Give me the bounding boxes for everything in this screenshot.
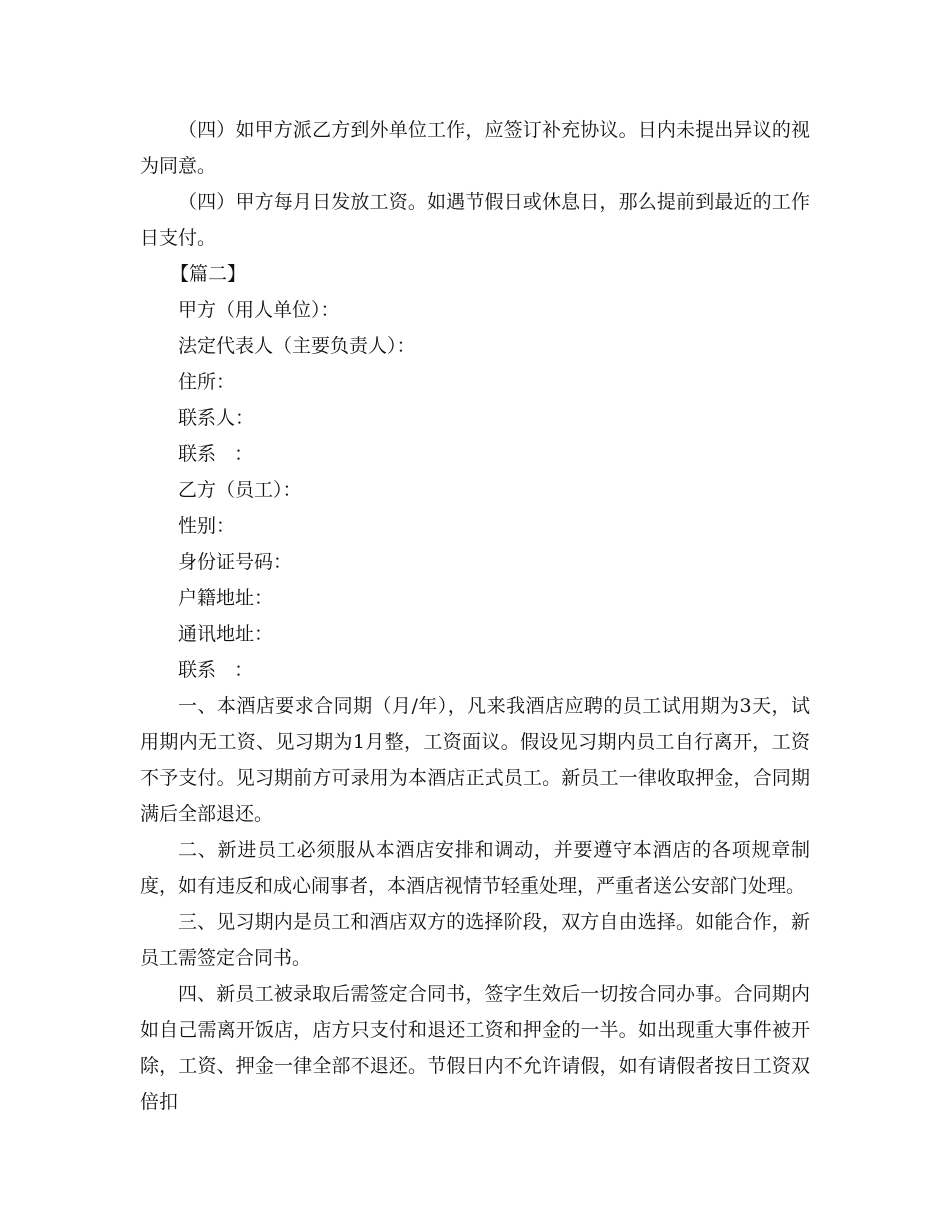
field-gender: 性别：: [178, 515, 236, 537]
paragraph-supplementary-agreement: （四）如甲方派乙方到外单位工作，应签订补充协议。日内未提出异议的视为同意。: [140, 119, 810, 177]
field-mailing-address: 通讯地址：: [178, 623, 274, 645]
field-employee-contact: 联系 ：: [178, 659, 254, 681]
clause-1: 一、本酒店要求合同期（月/年），凡来我酒店应聘的员工试用期为3天，试用期内无工资、见习期为1月整，工资面议。假设见习期内员工自行离开，工资不予支付。见习期前方可录用为本酒店正式员工。新员工一律收取押金，合同期满后全部退还。: [140, 695, 810, 825]
field-legal-representative: 法定代表人（主要负责人）：: [178, 335, 416, 357]
field-id-number: 身份证号码：: [178, 551, 293, 573]
section-heading: 【篇二】: [170, 263, 247, 285]
field-address: 住所：: [178, 371, 236, 393]
paragraph-salary-payment: （四）甲方每月日发放工资。如遇节假日或休息日，那么提前到最近的工作日支付。: [140, 191, 810, 249]
field-employer: 甲方（用人单位）：: [178, 299, 340, 321]
clause-3: 三、见习期内是员工和酒店双方的选择阶段，双方自由选择。如能合作，新员工需签定合同书。: [140, 911, 810, 969]
field-employer-contact: 联系 ：: [178, 443, 254, 465]
field-household-address: 户籍地址：: [178, 587, 274, 609]
clause-2: 二、新进员工必须服从本酒店安排和调动，并要遵守本酒店的各项规章制度，如有违反和成心闹事者，本酒店视情节轻重处理，严重者送公安部门处理。: [140, 839, 810, 897]
field-contact-person: 联系人：: [178, 407, 255, 429]
clause-4: 四、新员工被录取后需签定合同书，签字生效后一切按合同办事。合同期内如自己需离开饭店，店方只支付和退还工资和押金的一半。如出现重大事件被开除，工资、押金一律全部不退还。节假日内不允许请假，如有请假者按日工资双倍扣: [140, 983, 810, 1113]
field-employee: 乙方（员工）：: [178, 479, 302, 501]
document-body: [140, 112, 810, 1120]
